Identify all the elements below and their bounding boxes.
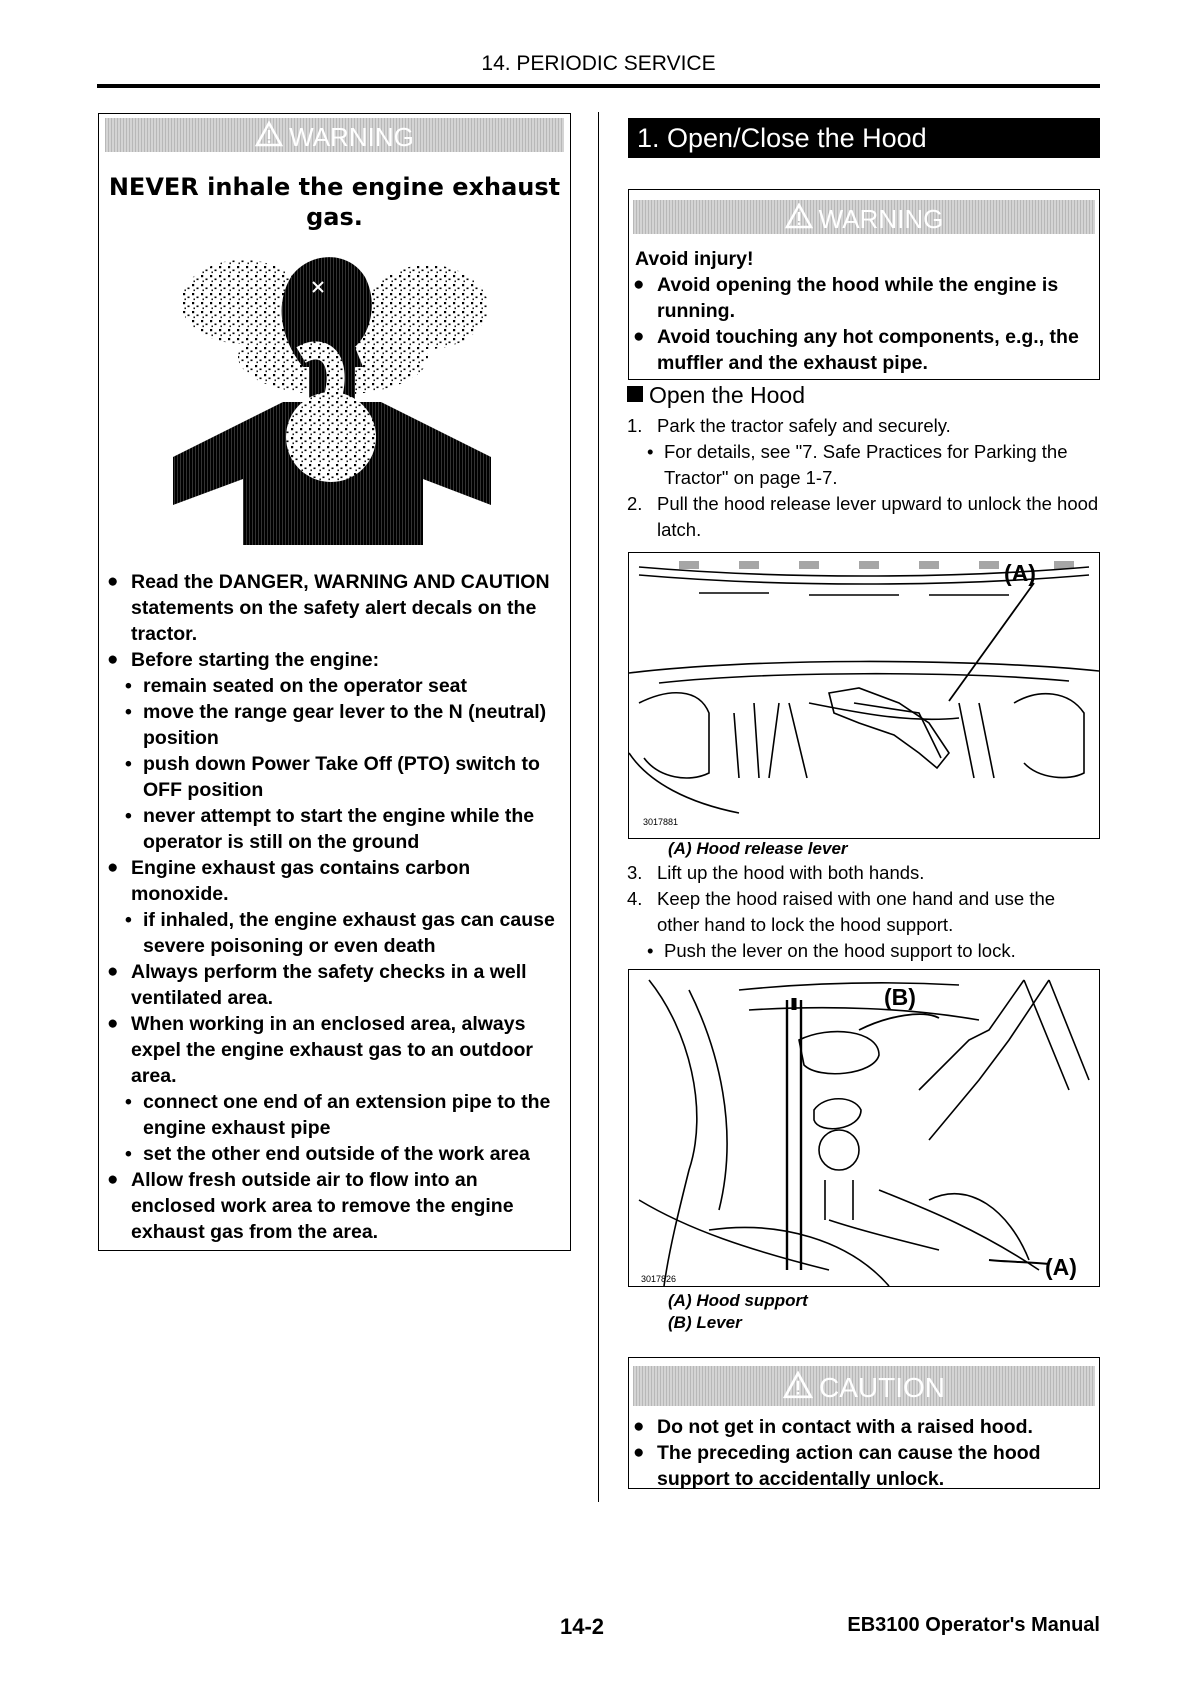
hood-support-drawing — [629, 970, 1099, 1286]
warning-list-item: ● Before starting the engine: — [109, 647, 564, 673]
step-text: Park the tractor safely and securely. — [657, 415, 951, 436]
step-text: Lift up the hood with both hands. — [657, 862, 925, 883]
hood-warning-text — [635, 246, 1095, 376]
warning-list-item: • push down Power Take Off (PTO) switch to OFF position — [109, 751, 564, 803]
step-text: Pull the hood release lever upward to unlock the hood latch. — [657, 493, 1099, 540]
hood-warning-box — [628, 189, 1100, 380]
warning-list-item: ● When working in an enclosed area, always expel the engine exhaust gas to an outdoor area. — [109, 1011, 564, 1089]
caution-box — [628, 1357, 1100, 1489]
steps-list-a — [627, 413, 1100, 543]
step-number: 4. — [627, 888, 643, 909]
hood-warning-banner — [633, 200, 1095, 234]
open-hood-heading — [627, 380, 805, 410]
step-number: 1. — [627, 415, 643, 436]
caution-text — [635, 1414, 1095, 1492]
warning-list-item: • connect one end of an extension pipe to the engine exhaust pipe — [109, 1089, 564, 1141]
warning-banner-label: WARNING — [289, 122, 414, 153]
warning-list-item: ● Allow fresh outside air to flow into an enclosed work area to remove the engine exhaust gas from the area. — [109, 1167, 564, 1245]
warning-banner — [105, 118, 564, 152]
warning-list-item: ● Always perform the safety checks in a well ventilated area. — [109, 959, 564, 1011]
column-divider — [598, 112, 599, 1502]
square-bullet-icon — [627, 386, 643, 402]
procedure-substep: • Push the lever on the hood support to lock. — [627, 938, 1100, 964]
fig2-caption-b: (B) Lever — [668, 1313, 742, 1332]
warning-list-item: • move the range gear lever to the N (neutral) position — [109, 699, 564, 751]
page-header: 14. PERIODIC SERVICE — [481, 52, 716, 75]
fig1-label-a: (A) — [1004, 560, 1036, 586]
hood-warning-intro: Avoid injury! — [635, 248, 754, 270]
hood-warning-banner-label: WARNING — [818, 204, 944, 235]
fig1-code: 3017881 — [643, 817, 679, 827]
fig2-caption-a: (A) Hood support — [668, 1291, 808, 1310]
hood-warning-item: ● Avoid touching any hot components, e.g., the muffler and the exhaust pipe. — [635, 324, 1095, 376]
hood-release-lever-drawing — [629, 553, 1099, 838]
warning-list-item: • if inhaled, the engine exhaust gas can cause severe poisoning or even death — [109, 907, 564, 959]
warning-triangle-icon — [255, 121, 283, 147]
fig2-label-b: (B) — [884, 984, 916, 1010]
exhaust-warning-box — [98, 113, 571, 1251]
warning-bullet-list — [109, 569, 564, 1245]
procedure-step — [627, 413, 1100, 439]
warning-list-item: • remain seated on the operator seat — [109, 673, 564, 699]
warning-title-line1: NEVER inhale the engine exhaust — [108, 173, 561, 201]
manual-name: EB3100 Operator's Manual — [847, 1614, 1100, 1636]
warning-triangle-icon — [783, 1371, 813, 1399]
step-number: 3. — [627, 862, 643, 883]
exhaust-inhalation-illustration — [173, 247, 491, 545]
procedure-step — [627, 491, 1100, 543]
caution-item: ● Do not get in contact with a raised hood. — [635, 1414, 1095, 1440]
caution-item: ● The preceding action can cause the hood support to accidentally unlock. — [635, 1440, 1095, 1492]
procedure-step — [627, 860, 1100, 886]
warning-list-item: ● Read the DANGER, WARNING AND CAUTION statements on the safety alert decals on the tractor. — [109, 569, 564, 647]
hood-release-lever-figure — [628, 552, 1100, 839]
hood-warning-item: ● Avoid opening the hood while the engine is running. — [635, 272, 1095, 324]
steps-list-b — [627, 860, 1100, 964]
hood-support-figure — [628, 969, 1100, 1287]
fig2-label-a: (A) — [1045, 1254, 1077, 1280]
warning-triangle-icon — [785, 203, 813, 229]
warning-title — [105, 172, 564, 232]
caution-banner-label: CAUTION — [819, 1372, 945, 1404]
fig2-code: 3017826 — [641, 1274, 677, 1284]
header-rule — [97, 84, 1100, 88]
page-number: 14-2 — [560, 1614, 605, 1639]
warning-list-item: • set the other end outside of the work area — [109, 1141, 564, 1167]
step-text: Keep the hood raised with one hand and use the other hand to lock the hood support. — [657, 888, 1056, 935]
procedure-substep: • For details, see "7. Safe Practices for Parking the Tractor" on page 1-7. — [627, 439, 1100, 491]
section-title: 1. Open/Close the Hood — [628, 118, 1100, 158]
warning-list-item: • never attempt to start the engine while the operator is still on the ground — [109, 803, 564, 855]
caution-banner — [633, 1366, 1095, 1406]
procedure-step — [627, 886, 1100, 938]
open-hood-heading-text: Open the Hood — [649, 382, 806, 408]
warning-title-line2: gas. — [306, 203, 363, 231]
warning-list-item: ● Engine exhaust gas contains carbon monoxide. — [109, 855, 564, 907]
step-number: 2. — [627, 493, 643, 514]
fig1-caption: (A) Hood release lever — [668, 839, 848, 858]
